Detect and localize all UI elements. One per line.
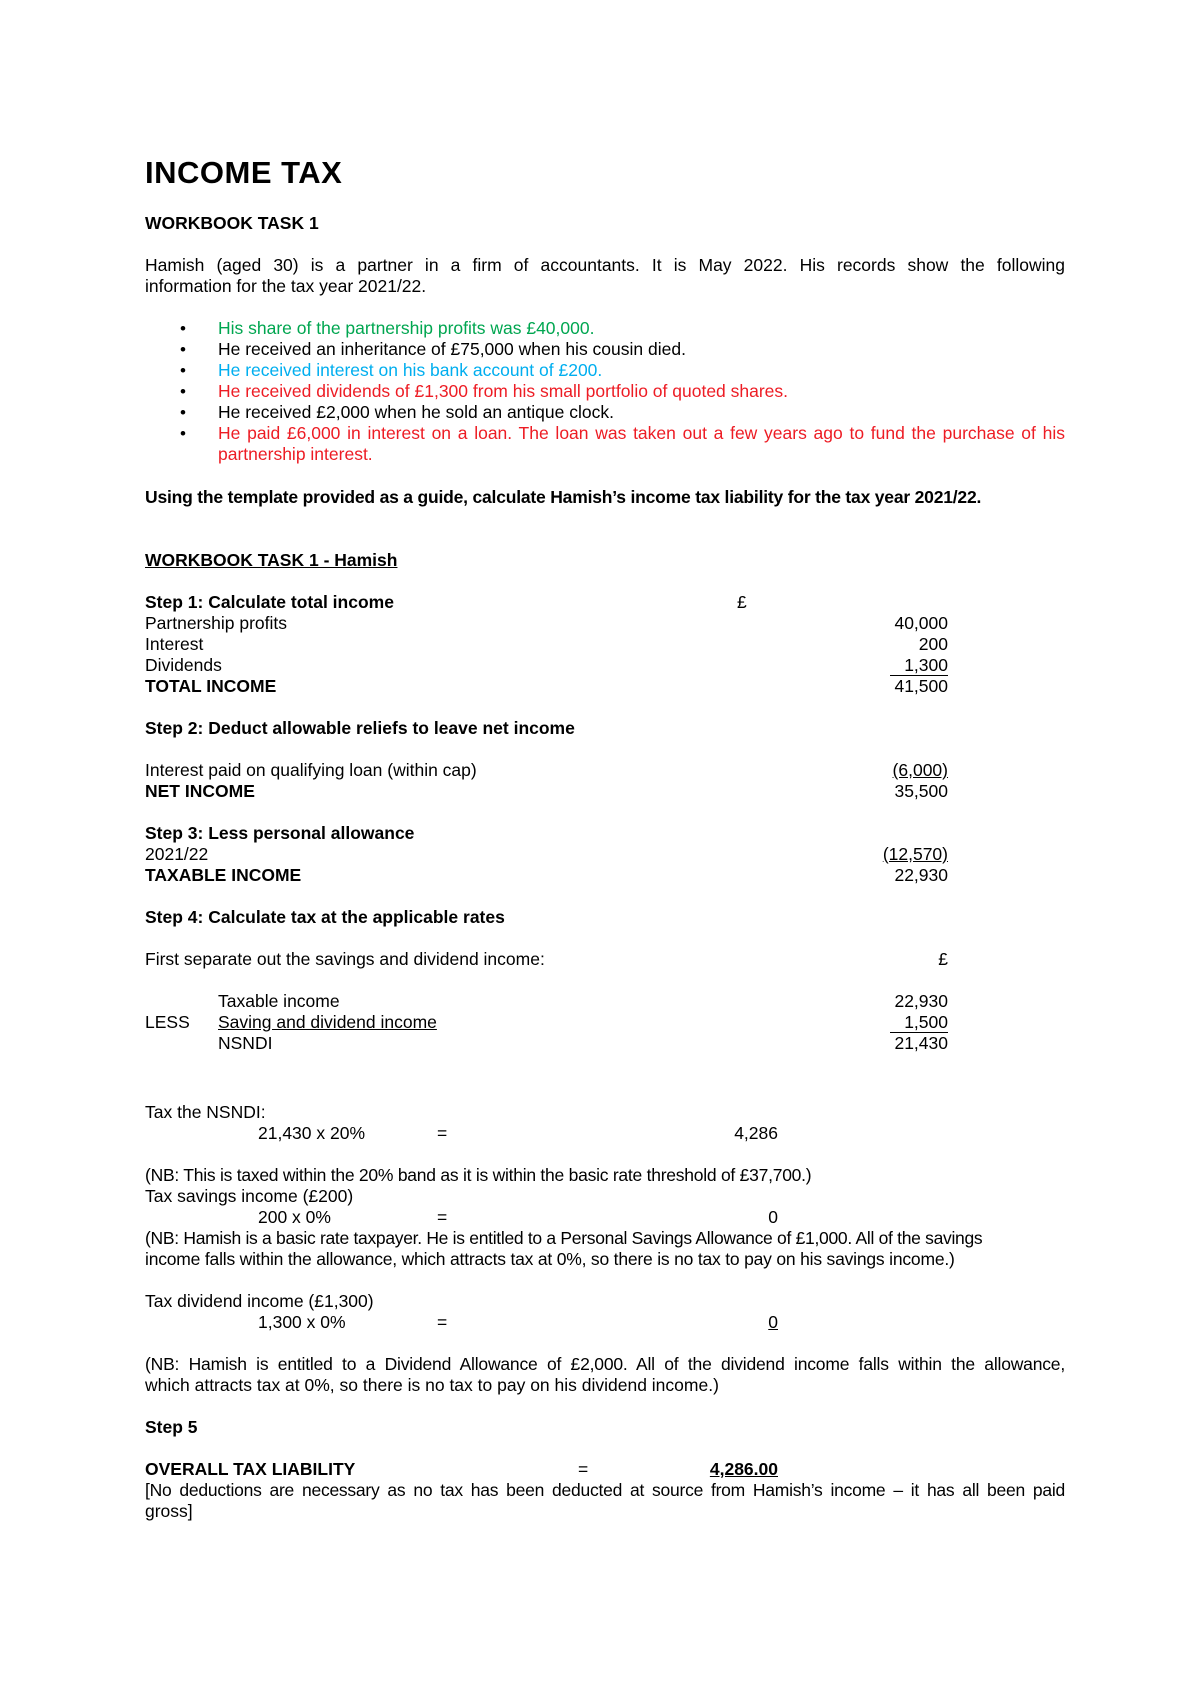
- nb-note: which attracts tax at 0%, so there is no tax to pay on his dividend income.): [145, 1375, 719, 1395]
- intro-line-2: information for the tax year 2021/22.: [145, 276, 427, 296]
- list-item: He received interest on his bank account of £200.: [218, 360, 603, 380]
- nb-note: (NB: Hamish is entitled to a Dividend Allowance of £2,000. All of the dividend income falls within the allowance,: [145, 1354, 1065, 1374]
- bullet-dot: •: [180, 424, 186, 443]
- separate-text: First separate out the savings and dividend income:: [145, 949, 545, 969]
- liability-note: gross]: [145, 1501, 193, 1521]
- liability-note: [No deductions are necessary as no tax has been deducted at source from Hamish’s income – it has all been paid: [145, 1480, 1065, 1500]
- step5-heading: Step 5: [145, 1417, 198, 1437]
- row-value: 1,500: [904, 1012, 948, 1032]
- row-value: (12,570): [882, 844, 948, 864]
- row-label: Interest: [145, 634, 204, 654]
- bullet-dot: •: [180, 361, 186, 380]
- bullet-dot: •: [180, 382, 186, 401]
- total-value: 41,500: [894, 676, 948, 696]
- row-label: Dividends: [145, 655, 222, 675]
- row-value: 1,300: [904, 655, 948, 675]
- savings-result: 0: [768, 1207, 778, 1227]
- currency-symbol: £: [938, 949, 948, 969]
- nb-note: income falls within the allowance, which attracts tax at 0%, so there is no tax to pay on his savings income.): [145, 1249, 955, 1269]
- task-heading: WORKBOOK TASK 1: [145, 213, 319, 233]
- bullet-dot: •: [180, 340, 186, 359]
- row-value: 21,430: [894, 1033, 948, 1053]
- total-label: TAXABLE INCOME: [145, 865, 302, 885]
- nsndi-heading: Tax the NSNDI:: [145, 1102, 266, 1122]
- step2-heading: Step 2: Deduct allowable reliefs to leave net income: [145, 718, 575, 738]
- list-item: He received dividends of £1,300 from his small portfolio of quoted shares.: [218, 381, 789, 401]
- list-item: He received £2,000 when he sold an antique clock.: [218, 402, 614, 422]
- equals-sign: =: [437, 1123, 448, 1143]
- total-label: NET INCOME: [145, 781, 255, 801]
- row-value: 22,930: [894, 991, 948, 1011]
- bullet-dot: •: [180, 319, 186, 338]
- intro-line-1: Hamish (aged 30) is a partner in a firm of accountants. It is May 2022. His records show the following: [145, 255, 1065, 275]
- equals-sign: =: [578, 1459, 589, 1479]
- nb-note: (NB: This is taxed within the 20% band as it is within the basic rate threshold of £37,700.): [145, 1165, 812, 1185]
- row-label: Taxable income: [218, 991, 340, 1011]
- equals-sign: =: [437, 1312, 448, 1332]
- row-value: 40,000: [894, 613, 948, 633]
- total-value: 35,500: [894, 781, 948, 801]
- dividend-heading: Tax dividend income (£1,300): [145, 1291, 374, 1311]
- total-value: 22,930: [894, 865, 948, 885]
- row-label: Partnership profits: [145, 613, 288, 633]
- row-value: (6,000): [892, 760, 948, 780]
- liability-label: OVERALL TAX LIABILITY: [145, 1459, 356, 1479]
- list-item-continuation: partnership interest.: [218, 444, 373, 464]
- row-label: Interest paid on qualifying loan (within cap): [145, 760, 477, 780]
- row-label: 2021/22: [145, 844, 209, 864]
- nb-note: (NB: Hamish is a basic rate taxpayer. He is entitled to a Personal Savings Allowance of £1,000. All of the savings: [145, 1228, 983, 1248]
- list-item: He paid £6,000 in interest on a loan. The loan was taken out a few years ago to fund the purchase of his: [218, 423, 1065, 443]
- step4-heading: Step 4: Calculate tax at the applicable rates: [145, 907, 505, 927]
- nsndi-calc: 21,430 x 20%: [258, 1123, 366, 1143]
- step1-heading: Step 1: Calculate total income: [145, 592, 394, 612]
- list-item: He received an inheritance of £75,000 when his cousin died.: [218, 339, 686, 359]
- currency-symbol: £: [737, 592, 747, 612]
- dividend-calc: 1,300 x 0%: [258, 1312, 346, 1332]
- answer-heading: WORKBOOK TASK 1 - Hamish: [145, 550, 398, 570]
- nsndi-result: 4,286: [734, 1123, 778, 1143]
- liability-value: 4,286.00: [709, 1459, 778, 1479]
- list-item: His share of the partnership profits was £40,000.: [218, 318, 595, 338]
- row-value: 200: [918, 634, 948, 654]
- savings-calc: 200 x 0%: [258, 1207, 331, 1227]
- dividend-result: 0: [768, 1312, 778, 1332]
- row-label: NSNDI: [218, 1033, 273, 1053]
- step3-heading: Step 3: Less personal allowance: [145, 823, 415, 843]
- row-label: Saving and dividend income: [218, 1012, 437, 1032]
- equals-sign: =: [437, 1207, 448, 1227]
- total-label: TOTAL INCOME: [145, 676, 277, 696]
- bullet-dot: •: [180, 403, 186, 422]
- instruction: Using the template provided as a guide, calculate Hamish’s income tax liability for the tax year 2021/22.: [145, 487, 982, 507]
- less-label: LESS: [145, 1012, 190, 1032]
- savings-heading: Tax savings income (£200): [145, 1186, 354, 1206]
- page-title: INCOME TAX: [145, 155, 343, 190]
